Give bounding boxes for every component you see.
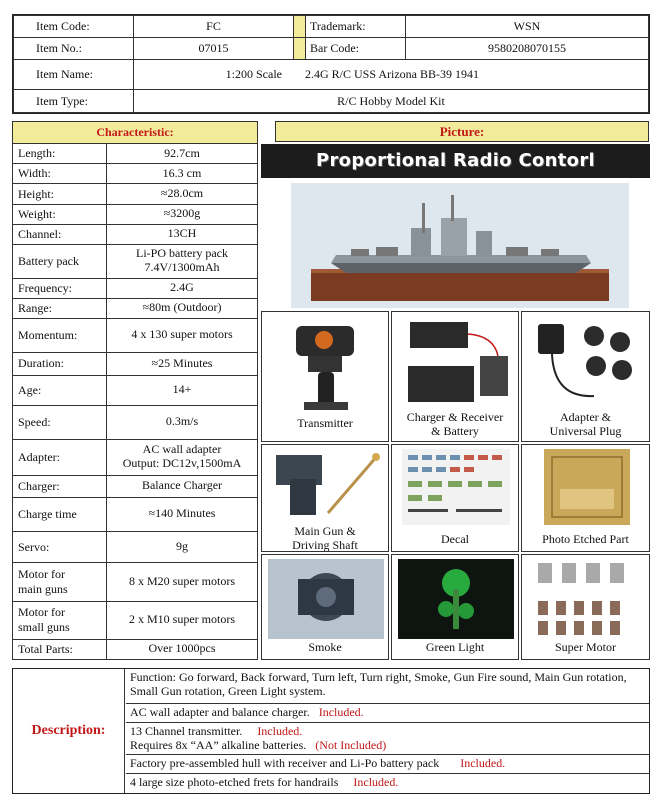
spec-label: Adapter: — [13, 439, 107, 475]
smoke-photo — [261, 554, 389, 660]
picture-title: Picture: — [275, 121, 649, 142]
spec-label: Frequency: — [13, 278, 107, 298]
header-divider — [294, 38, 306, 60]
item-scale: 1:200 Scale — [225, 67, 282, 81]
description-label: Description: — [13, 669, 125, 793]
caption-gun: Main Gun & Driving Shaft — [292, 524, 358, 552]
spec-row — [13, 298, 258, 318]
spec-label: Total Parts: — [13, 639, 107, 659]
description-hull — [126, 755, 649, 774]
caption-transmitter: Transmitter — [297, 416, 353, 430]
spec-row — [13, 405, 258, 439]
item-no-value: 07015 — [134, 38, 294, 60]
charger-photo — [391, 311, 519, 442]
characteristic-panel — [12, 121, 258, 660]
spec-label: Duration: — [13, 352, 107, 375]
item-name-text: 2.4G R/C USS Arizona BB-39 1941 — [305, 67, 480, 81]
spec-row — [13, 164, 258, 184]
ship-photo — [291, 183, 629, 308]
spec-row — [13, 224, 258, 244]
etched-fret-icon — [544, 449, 630, 525]
spec-row — [13, 244, 258, 278]
spec-label: Momentum: — [13, 318, 107, 352]
main-gun-icon — [268, 449, 384, 521]
spec-value: 2 x M10 super motors — [107, 601, 258, 639]
spec-value: AC wall adapter Output: DC12v,1500mA — [107, 439, 258, 475]
item-header-table — [13, 15, 649, 113]
item-name-label: Item Name: — [14, 60, 134, 90]
batteries-status: (Not Included) — [315, 738, 387, 752]
spec-label: Weight: — [13, 204, 107, 224]
frets-status: Included. — [353, 775, 399, 789]
spec-value: Balance Charger — [107, 475, 258, 497]
description-rows — [126, 669, 649, 793]
spec-value: Over 1000pcs — [107, 639, 258, 659]
motors-icon — [532, 559, 642, 639]
spec-value: 13CH — [107, 224, 258, 244]
adapter-plug-icon — [534, 318, 642, 408]
spec-row — [13, 497, 258, 531]
adapter-text: AC wall adapter and balance charger. — [130, 705, 310, 719]
caption-charger: Charger & Receiver & Battery — [406, 410, 504, 438]
spec-label: Motor for main guns — [13, 563, 107, 601]
item-type-value: R/C Hobby Model Kit — [134, 90, 649, 113]
trademark-value: WSN — [406, 16, 649, 38]
hull-status: Included. — [460, 756, 506, 770]
spec-label: Speed: — [13, 405, 107, 439]
barcode-label: Bar Code: — [306, 38, 406, 60]
item-no-label: Item No.: — [14, 38, 134, 60]
spec-row — [13, 601, 258, 639]
spec-row — [13, 563, 258, 601]
spec-row — [13, 531, 258, 563]
spec-label: Width: — [13, 164, 107, 184]
spec-value: 8 x M20 super motors — [107, 563, 258, 601]
spec-row — [13, 475, 258, 497]
caption-motor: Super Motor — [555, 640, 616, 654]
item-code-value: FC — [134, 16, 294, 38]
spec-row — [13, 144, 258, 164]
spec-label: Age: — [13, 376, 107, 406]
caption-etched: Photo Etched Part — [542, 532, 629, 546]
item-name-value — [134, 60, 649, 90]
decal-sheet-icon — [402, 449, 510, 525]
green-light-photo — [391, 554, 519, 660]
spec-row — [13, 439, 258, 475]
header-divider — [294, 16, 306, 38]
charger-battery-icon — [402, 320, 510, 406]
description-adapter — [126, 704, 649, 723]
spec-value: ≈140 Minutes — [107, 497, 258, 531]
transmitter-photo — [261, 311, 389, 442]
item-header — [12, 14, 650, 114]
characteristic-table — [12, 121, 258, 660]
description-function: Function: Go forward, Back forward, Turn left, Turn right, Smoke, Gun Fire sound, Main Gun rotation, Small Gun rotation, Green Light system. — [126, 669, 649, 704]
barcode-value: 9580208070155 — [406, 38, 649, 60]
caption-smoke: Smoke — [308, 640, 342, 654]
transmitter-icon — [284, 318, 364, 413]
battleship-illustration — [291, 183, 629, 308]
spec-row — [13, 184, 258, 204]
spec-value: 4 x 130 super motors — [107, 318, 258, 352]
spec-value: 16.3 cm — [107, 164, 258, 184]
characteristic-title: Characteristic: — [13, 122, 258, 144]
green-light-icon — [398, 559, 514, 639]
main-gun-photo — [261, 444, 389, 552]
spec-row — [13, 204, 258, 224]
spec-row — [13, 639, 258, 659]
description-transmitter — [126, 723, 649, 755]
description-frets — [126, 774, 649, 792]
batteries-text: Requires 8x “AA” alkaline batteries. — [130, 738, 307, 752]
super-motor-photo — [521, 554, 650, 660]
picture-panel — [261, 121, 650, 660]
spec-value: ≈28.0cm — [107, 184, 258, 204]
caption-decal: Decal — [441, 532, 469, 546]
spec-label: Battery pack — [13, 244, 107, 278]
spec-value: Li-PO battery pack 7.4V/1300mAh — [107, 244, 258, 278]
spec-value: 9g — [107, 531, 258, 563]
item-code-label: Item Code: — [14, 16, 134, 38]
caption-green-light: Green Light — [425, 640, 485, 654]
spec-row — [13, 318, 258, 352]
parts-photo-grid — [261, 311, 650, 660]
spec-value: ≈3200g — [107, 204, 258, 224]
item-type-label: Item Type: — [14, 90, 134, 113]
spec-value: 92.7cm — [107, 144, 258, 164]
spec-label: Charge time — [13, 497, 107, 531]
spec-row — [13, 376, 258, 406]
spec-value: ≈80m (Outdoor) — [107, 298, 258, 318]
hull-text: Factory pre-assembled hull with receiver and Li-Po battery pack — [130, 756, 440, 770]
spec-label: Charger: — [13, 475, 107, 497]
spec-label: Length: — [13, 144, 107, 164]
description-panel — [12, 668, 650, 794]
spec-value: ≈25 Minutes — [107, 352, 258, 375]
smoke-unit-icon — [268, 559, 384, 639]
transmitter-text: 13 Channel transmitter. — [130, 724, 243, 738]
decal-photo — [391, 444, 519, 552]
frets-text: 4 large size photo-etched frets for handrails — [130, 775, 339, 789]
spec-label: Range: — [13, 298, 107, 318]
spec-label: Motor for small guns — [13, 601, 107, 639]
adapter-photo — [521, 311, 650, 442]
spec-row — [13, 278, 258, 298]
transmitter-status: Included. — [257, 724, 303, 738]
etched-part-photo — [521, 444, 650, 552]
spec-value: 2.4G — [107, 278, 258, 298]
caption-adapter: Adapter & Universal Plug — [549, 410, 622, 438]
spec-label: Channel: — [13, 224, 107, 244]
adapter-status: Included. — [318, 705, 364, 719]
spec-label: Servo: — [13, 531, 107, 563]
spec-value: 14+ — [107, 376, 258, 406]
spec-value: 0.3m/s — [107, 405, 258, 439]
spec-label: Height: — [13, 184, 107, 204]
spec-row — [13, 352, 258, 375]
trademark-label: Trademark: — [306, 16, 406, 38]
banner-title: Proportional Radio Contorl — [261, 144, 650, 178]
